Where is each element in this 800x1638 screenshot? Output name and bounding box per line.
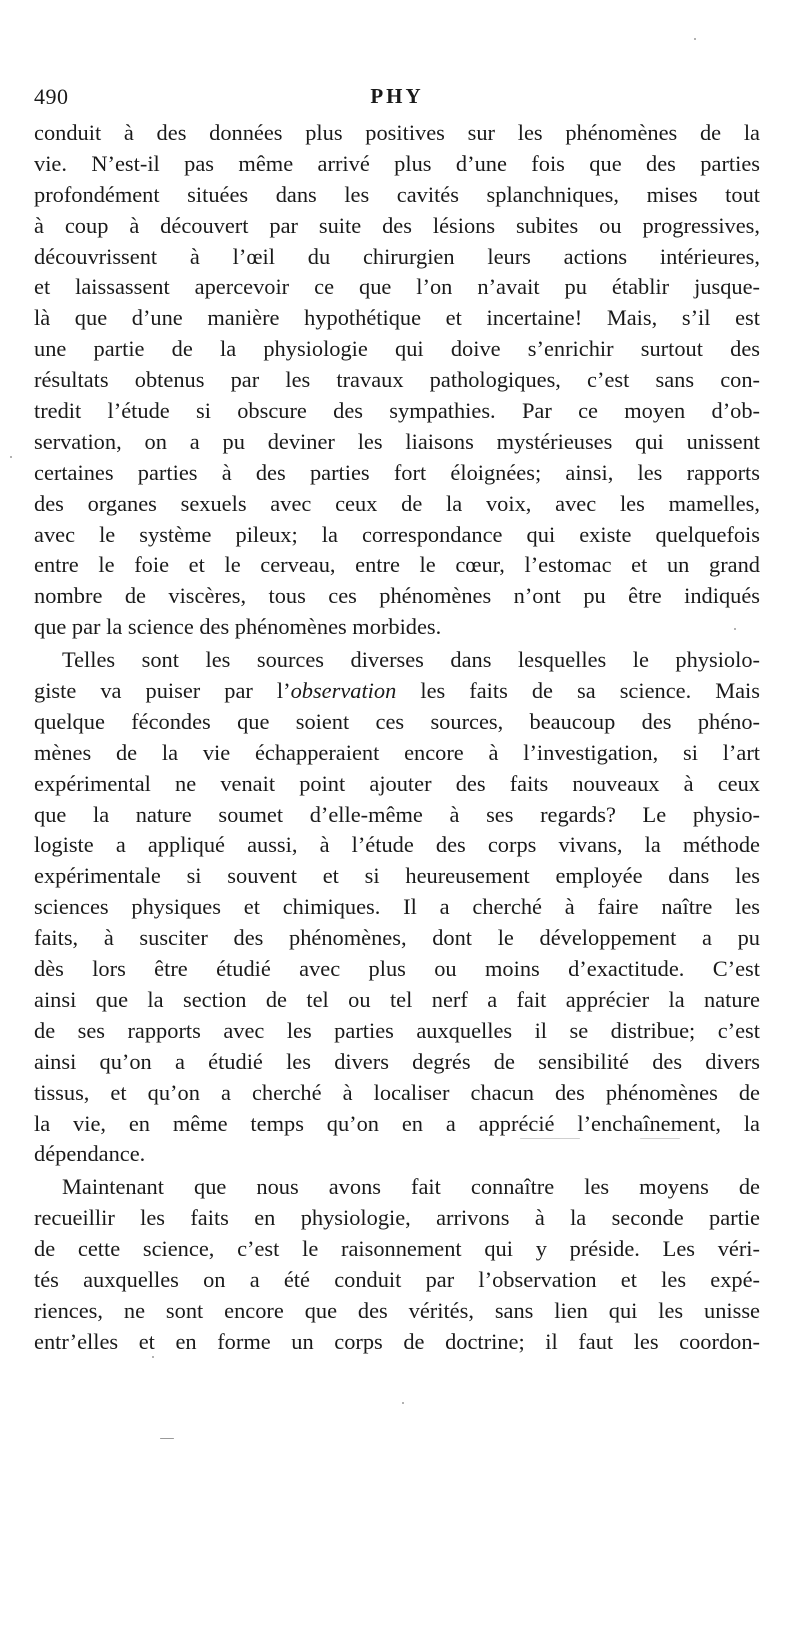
text-line: tés auxquelles on a été conduit par l’observation et les expé- xyxy=(34,1266,760,1292)
scan-speck xyxy=(10,456,12,458)
text-line: entre le foie et le cerveau, entre le cœur, l’estomac et un grand xyxy=(34,552,760,578)
scan-speck xyxy=(402,1402,404,1404)
text-line: profondément situées dans les cavités splanchniques, mises tout xyxy=(34,181,760,207)
text-line: là que d’une manière hypothétique et incertaine! Mais, s’il est xyxy=(34,305,760,331)
text-line: résultats obtenus par les travaux pathologiques, c’est sans con- xyxy=(34,367,760,393)
text-line: certaines parties à des parties fort éloignées; ainsi, les rapports xyxy=(34,459,760,485)
scan-speck xyxy=(694,38,696,40)
text-line: et laissassent apercevoir ce que l’on n’avait pu établir jusque- xyxy=(34,274,760,300)
text-line: que par la science des phénomènes morbides. xyxy=(34,614,442,640)
text-line: servation, on a pu deviner les liaisons mystérieuses qui unissent xyxy=(34,428,760,454)
paragraph-1 xyxy=(34,118,760,643)
italic-term: observation xyxy=(290,678,397,704)
text-line: découvrissent à l’œil du chirurgien leurs actions intérieures, xyxy=(34,243,760,269)
text-line: sciences physiques et chimiques. Il a cherché à faire naître les xyxy=(34,894,760,920)
running-title: PHY xyxy=(370,84,424,108)
scan-speck xyxy=(152,1356,154,1358)
text-line: ainsi qu’on a étudié les divers degrés de sensibilité des divers xyxy=(34,1048,760,1074)
text-line: mènes de la vie échapperaient encore à l’investigation, si l’art xyxy=(34,739,760,765)
paragraph-3 xyxy=(34,1172,760,1357)
paragraph-2 xyxy=(34,645,760,1170)
text-line: des organes sexuels avec ceux de la voix, avec les mamelles, xyxy=(34,490,760,516)
text-line: à coup à découvert par suite des lésions subites ou progressives, xyxy=(34,212,760,238)
text-line: expérimental ne venait point ajouter des faits nouveaux à ceux xyxy=(34,770,760,796)
text-line: tredit l’étude si obscure des sympathies. Par ce moyen d’ob- xyxy=(34,398,760,424)
text-segment: giste va puiser par xyxy=(34,678,253,704)
text-line: tissus, et qu’on a cherché à localiser chacun des phénomènes de xyxy=(34,1079,760,1105)
text-line: dépendance. xyxy=(34,1141,146,1167)
text-line: conduit à des données plus positives sur les phénomènes de la xyxy=(34,120,760,145)
text-line: recueillir les faits en physiologie, arrivons à la seconde partie xyxy=(34,1205,760,1231)
text-line: avec le système pileux; la correspondance qui existe quelquefois xyxy=(34,521,760,547)
scan-speck xyxy=(640,1138,680,1139)
text-line: expérimentale si souvent et si heureusement employée dans les xyxy=(34,863,760,889)
scan-speck xyxy=(160,1438,174,1439)
text-line: faits, à susciter des phénomènes, dont le développement a pu xyxy=(34,925,760,951)
page-number: 490 xyxy=(34,84,69,109)
scan-speck xyxy=(734,628,736,630)
text-line: dès lors être étudié avec plus ou moins d’exactitude. C’est xyxy=(34,956,760,982)
text-line: riences, ne sont encore que des vérités, sans lien qui les unisse xyxy=(34,1297,760,1323)
text-line: nombre de viscères, tous ces phénomènes n’ont pu être indiqués xyxy=(34,583,760,609)
text-line: de cette science, c’est le raisonnement qui y préside. Les véri- xyxy=(34,1236,760,1262)
scan-speck xyxy=(520,1138,580,1139)
body-text xyxy=(34,118,760,1358)
text-line: Maintenant que nous avons fait connaître les moyens de xyxy=(62,1174,760,1200)
text-segment: les faits de sa science. Mais xyxy=(420,678,760,704)
running-head xyxy=(34,84,760,114)
text-line: de ses rapports avec les parties auxquelles il se distribue; c’est xyxy=(34,1017,760,1043)
text-line: que la nature soumet d’elle-même à ses regards? Le physio- xyxy=(34,801,760,827)
text-line: quelque fécondes que soient ces sources, beaucoup des phéno- xyxy=(34,708,760,734)
text-line: une partie de la physiologie qui doive s’enrichir surtout des xyxy=(34,336,760,362)
text-line: vie. N’est-il pas même arrivé plus d’une fois que des parties xyxy=(34,150,760,176)
text-line: la vie, en même temps qu’on en a apprécié l’enchaînement, la xyxy=(34,1110,760,1136)
text-line: logiste a appliqué aussi, à l’étude des corps vivans, la méthode xyxy=(34,832,760,858)
text-line: Telles sont les sources diverses dans lesquelles le physiolo- xyxy=(62,647,760,673)
text-line: entr’elles et en forme un corps de doctrine; il faut les coordon- xyxy=(34,1328,760,1354)
text-line: ainsi que la section de tel ou tel nerf a fait apprécier la nature xyxy=(34,986,760,1012)
text-line-with-italic: giste va puiser par l’observation les faits de sa science. Mais xyxy=(34,678,760,704)
